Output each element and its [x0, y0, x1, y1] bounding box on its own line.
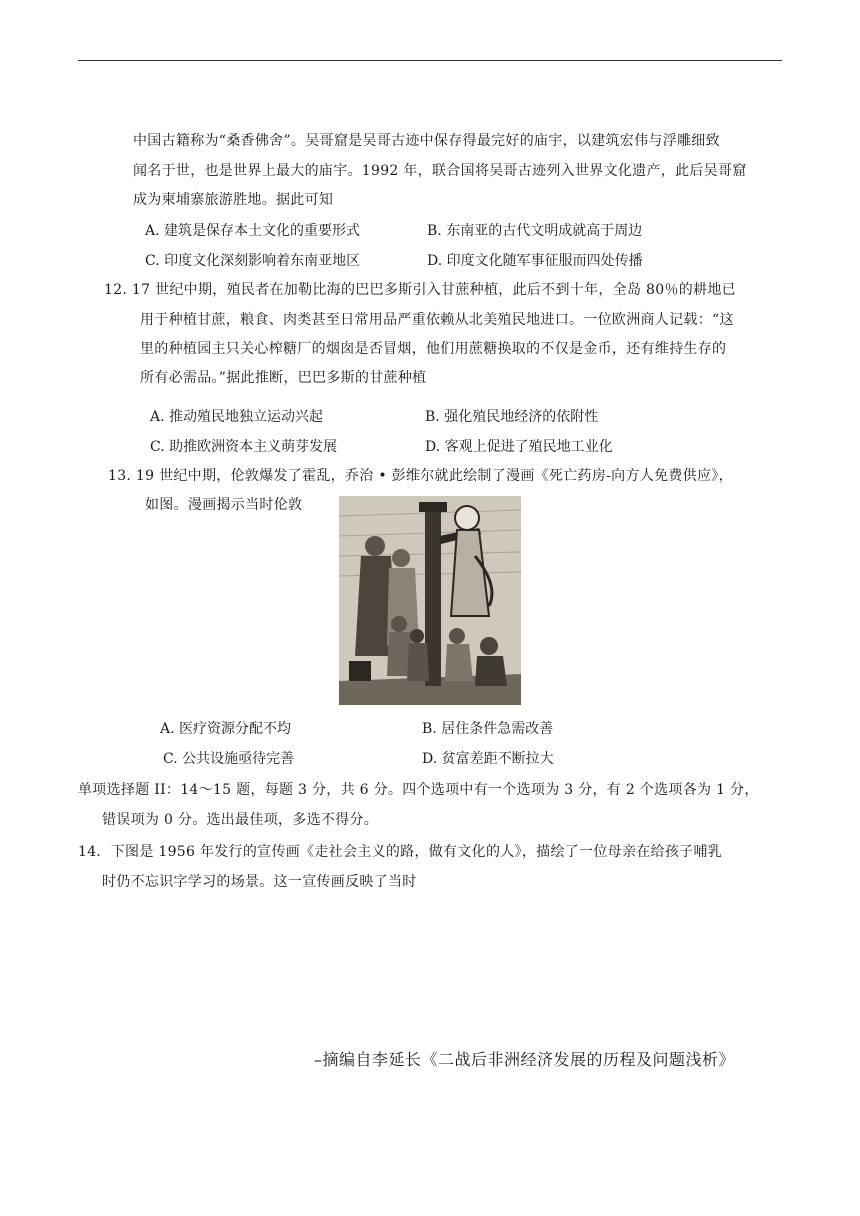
q13-line-1: 13. 19 世纪中期，伦敦爆发了霍乱，乔治 • 彭维尔就此绘制了漫画《死亡药房-向方人免费供应》， [108, 468, 733, 484]
cartoon-illustration [339, 496, 521, 705]
q12-line-2: 用于种植甘蔗，粮食、肉类甚至日常用品严重依赖从北美殖民地进口。一位欧洲商人记载：“这 [140, 312, 734, 328]
section-ii-instructions-1: 单项选择题 II：14～15 题，每题 3 分，共 6 分。四个选项中有一个选项为 3 分，有 2 个选项各为 1 分， [78, 782, 759, 798]
q12-option-c: C. 助推欧洲资本主义萌芽发展 [150, 439, 338, 455]
q13-option-d: D. 贫富差距不断拉大 [422, 751, 554, 767]
source-citation: –摘编自李延长《二战后非洲经济发展的历程及问题浅析》 [313, 1050, 735, 1069]
q11-line-1: 中国古籍称为“桑香佛舍”。吴哥窟是吴哥古迹中保存得最完好的庙宇，以建筑宏伟与浮雕细致 [133, 133, 720, 149]
q12-line-3: 里的种植园主只关心榨糖厂的烟囱是否冒烟，他们用蔗糖换取的不仅是金币，还有维持生存的 [140, 341, 727, 357]
q13-option-a: A. 医疗资源分配不均 [160, 721, 292, 737]
q11-line-3: 成为柬埔寨旅游胜地。据此可知 [133, 192, 334, 208]
q11-option-b: B. 东南亚的古代文明成就高于周边 [427, 223, 643, 239]
q12-line-1: 12. 17 世纪中期，殖民者在加勒比海的巴巴多斯引入甘蔗种植，此后不到十年，全岛 80％的耕地已 [104, 282, 736, 298]
q13-option-c: C. 公共设施亟待完善 [163, 751, 295, 767]
q11-option-d: D. 印度文化随军事征服而四处传播 [427, 253, 643, 269]
q11-option-a: A. 建筑是保存本土文化的重要形式 [145, 223, 361, 239]
q13-line-2: 如图。漫画揭示当时伦敦 [145, 497, 303, 513]
q12-option-d: D. 客观上促进了殖民地工业化 [425, 439, 613, 455]
header-rule [78, 60, 782, 61]
q13-option-b: B. 居住条件急需改善 [422, 721, 554, 737]
q14-line-1: 14．下图是 1956 年发行的宣传画《走社会主义的路，做有文化的人》，描绘了一位母亲在给孩子哺乳 [78, 844, 723, 860]
q14-line-2: 时仍不忘识字学习的场景。这一宣传画反映了当时 [102, 874, 417, 890]
q12-option-b: B. 强化殖民地经济的依附性 [425, 409, 599, 425]
q12-option-a: A. 推动殖民地独立运动兴起 [150, 409, 324, 425]
q12-line-4: 所有必需品。”据此推断，巴巴多斯的甘蔗种植 [140, 370, 427, 386]
q11-line-2: 闻名于世，也是世界上最大的庙宇。1992 年，联合国将吴哥古迹列入世界文化遗产，此后吴哥窟 [133, 163, 747, 179]
q11-option-c: C. 印度文化深刻影响着东南亚地区 [145, 253, 361, 269]
section-ii-instructions-2: 错误项为 0 分。选出最佳项，多选不得分。 [102, 812, 379, 828]
